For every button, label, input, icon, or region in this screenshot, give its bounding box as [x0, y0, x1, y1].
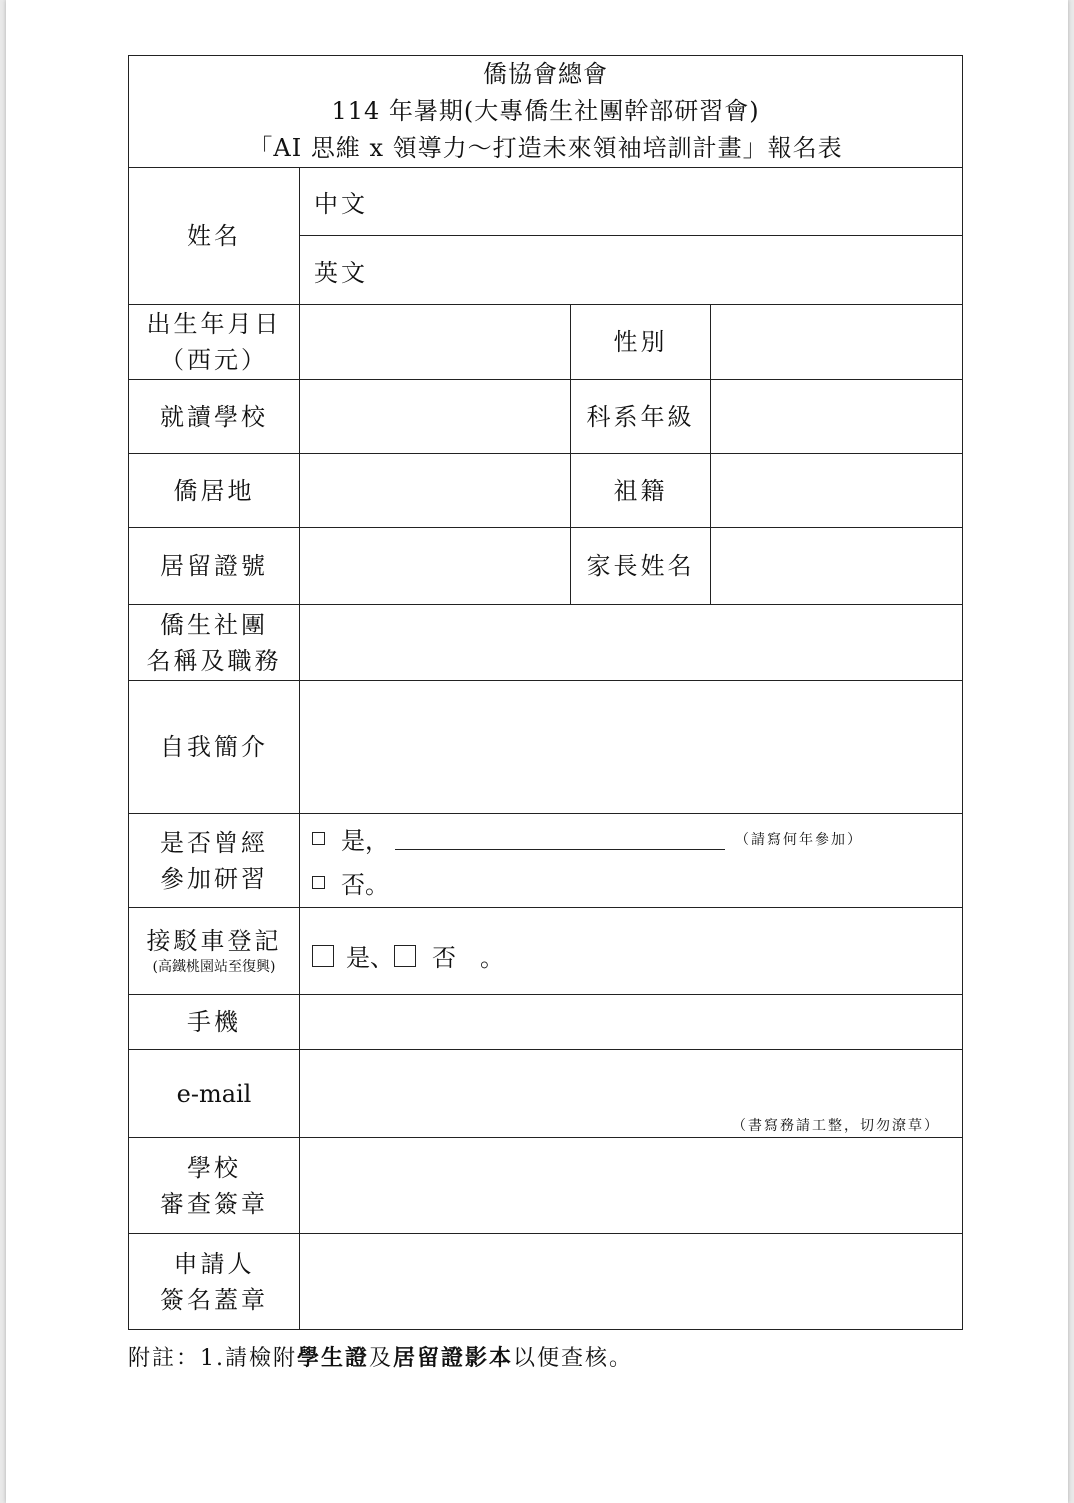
- program-name: 「AI 思維 x 領導力～打造未來領袖培訓計畫」報名表: [248, 134, 843, 162]
- name-chinese-field[interactable]: [300, 168, 963, 236]
- school-sign-line2: 審查簽章: [160, 1189, 268, 1218]
- shuttle-label-text: 接駁車登記: [146, 927, 282, 955]
- email-label: e-mail: [129, 1050, 300, 1138]
- gender-field[interactable]: [711, 305, 963, 380]
- attended-yes-checkbox[interactable]: [312, 832, 325, 845]
- name-english-field[interactable]: [300, 236, 963, 305]
- attended-no-row: [300, 861, 962, 905]
- shuttle-options: [300, 908, 963, 995]
- phone-field[interactable]: [300, 995, 963, 1050]
- attended-year-blank[interactable]: [395, 827, 725, 850]
- shuttle-no-checkbox[interactable]: [394, 945, 416, 967]
- attended-year-note: （請寫何年參加）: [735, 831, 863, 848]
- footnote-arc-copy: 居留證影本: [393, 1345, 514, 1371]
- footnote-mid: 及: [369, 1346, 394, 1371]
- document-page: [6, 0, 1068, 1503]
- club-label-line1: 僑生社團: [160, 610, 268, 639]
- ancestral-field[interactable]: [711, 454, 963, 528]
- school-sign-line1: 學校: [187, 1153, 241, 1182]
- birth-label-text: 出生年月日: [146, 310, 282, 338]
- applicant-sign-label: [129, 1234, 300, 1330]
- arc-label: 居留證號: [129, 528, 300, 605]
- attended-no-label: 否。: [341, 871, 389, 899]
- name-english-label: 英文: [314, 258, 368, 287]
- shuttle-label: [129, 908, 300, 995]
- club-label-line2: 名稱及職務: [146, 646, 282, 675]
- residence-field[interactable]: [300, 454, 571, 528]
- shuttle-yes-label: 是、: [346, 944, 394, 972]
- arc-field[interactable]: [300, 528, 571, 605]
- footnote-student-id: 學生證: [297, 1345, 370, 1371]
- attended-yes-row: [300, 817, 962, 861]
- footnote-prefix: 附註：1.請檢附: [128, 1346, 297, 1371]
- applicant-sign-line2: 簽名蓋章: [160, 1285, 268, 1314]
- parent-field[interactable]: [711, 528, 963, 605]
- parent-label: 家長姓名: [571, 528, 711, 605]
- applicant-sign-field[interactable]: [300, 1234, 963, 1330]
- form-title: [129, 56, 963, 168]
- dept-field[interactable]: [711, 380, 963, 454]
- intro-label: 自我簡介: [129, 681, 300, 814]
- attended-options: [300, 814, 963, 908]
- name-chinese-label: 中文: [314, 190, 368, 218]
- email-field[interactable]: [300, 1050, 963, 1138]
- school-sign-field[interactable]: [300, 1138, 963, 1234]
- birth-field[interactable]: [300, 305, 571, 380]
- org-name: 僑協會總會: [483, 60, 609, 88]
- intro-field[interactable]: [300, 681, 963, 814]
- registration-form: [128, 55, 963, 1330]
- school-label: 就讀學校: [129, 380, 300, 454]
- attended-no-checkbox[interactable]: [312, 876, 325, 889]
- attended-yes-label: 是，: [341, 827, 389, 855]
- attended-label: [129, 814, 300, 908]
- club-field[interactable]: [300, 605, 963, 681]
- birth-label-sub: （西元）: [160, 346, 268, 374]
- school-field[interactable]: [300, 380, 571, 454]
- event-name: 114 年暑期(大專僑生社團幹部研習會): [331, 97, 760, 125]
- shuttle-yes-checkbox[interactable]: [312, 945, 334, 967]
- phone-label: 手機: [129, 995, 300, 1050]
- attended-label-line2: 參加研習: [160, 864, 268, 893]
- club-label: [129, 605, 300, 681]
- attended-label-line1: 是否曾經: [160, 828, 268, 857]
- school-sign-label: [129, 1138, 300, 1234]
- residence-label: 僑居地: [129, 454, 300, 528]
- name-label: 姓名: [129, 168, 300, 305]
- dept-label: 科系年級: [571, 380, 711, 454]
- shuttle-options-row: [300, 938, 962, 973]
- footnote-suffix: 以便查核。: [513, 1346, 634, 1371]
- applicant-sign-line1: 申請人: [173, 1249, 255, 1278]
- birth-label: [129, 305, 300, 380]
- gender-label: 性別: [571, 305, 711, 380]
- footnote: [128, 1341, 633, 1372]
- email-note: （書寫務請工整，切勿潦草）: [732, 1118, 941, 1134]
- shuttle-no-label: 否 。: [432, 944, 504, 972]
- shuttle-label-sub: (高鐵桃園站至復興): [152, 959, 276, 975]
- ancestral-label: 祖籍: [571, 454, 711, 528]
